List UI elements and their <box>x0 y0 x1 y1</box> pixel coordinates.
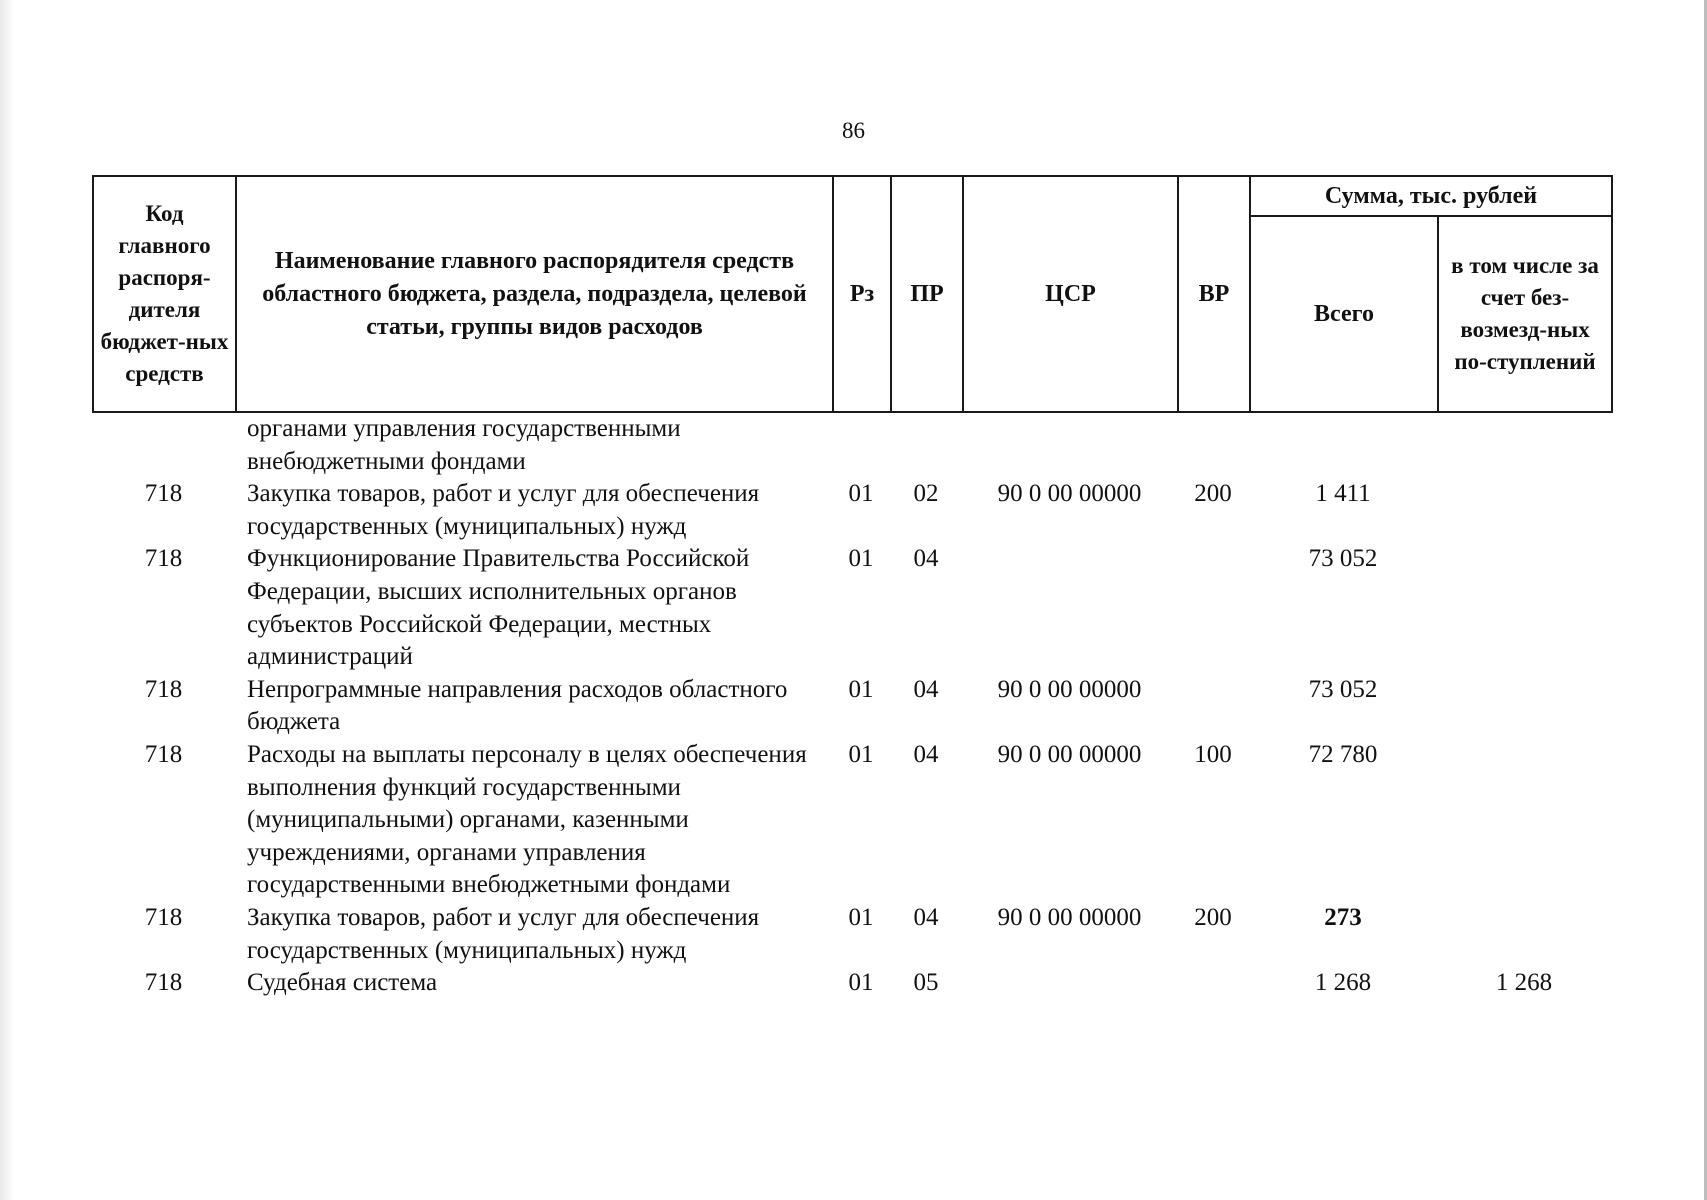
cell-code: 718 <box>144 969 183 997</box>
table-row <box>92 902 1611 967</box>
cell-vr: 200 <box>1194 903 1232 931</box>
header-rz <box>833 176 891 412</box>
cell-code: 718 <box>144 545 183 573</box>
cell-rz: 01 <box>848 903 874 931</box>
table-row <box>92 967 1611 1000</box>
cell-name: Функционирование Правительства Российской Федерации, высших исполнительных органов субъектов Российской Федерации, местных администраций <box>247 545 750 671</box>
cell-total: 1 411 <box>1315 480 1371 508</box>
cell-rz: 01 <box>848 740 874 768</box>
header-name-label: Наименование главного распорядителя средств областного бюджета, раздела, подраздела, целевой статьи, группы видов расходов <box>262 247 807 340</box>
cell-name: Закупка товаров, работ и услуг для обеспечения государственных (муниципальных) нужд <box>247 903 760 964</box>
header-vr-label: ВР <box>1198 280 1230 307</box>
cell-code: 718 <box>144 740 183 768</box>
cell-vr: 100 <box>1194 740 1232 768</box>
cell-csr: 90 0 00 00000 <box>997 740 1142 768</box>
cell-pr: 05 <box>913 969 939 997</box>
cell-code: 718 <box>144 480 183 508</box>
table-row <box>92 543 1611 673</box>
header-incl <box>1438 216 1612 412</box>
header-code-label: Код главного распоря-дителя бюджет-ных средств <box>100 201 229 386</box>
table-header <box>92 175 1613 413</box>
cell-total: 73 052 <box>1308 545 1378 573</box>
cell-total: 1 268 <box>1314 969 1372 997</box>
header-pr <box>891 176 963 412</box>
header-vr <box>1178 176 1250 412</box>
cell-code: 718 <box>144 675 183 703</box>
table-body <box>92 413 1611 1000</box>
header-rz-label: Рз <box>849 280 875 307</box>
cell-name: органами управления государственными внебюджетными фондами <box>247 415 681 475</box>
cell-total: 273 <box>1324 903 1362 931</box>
cell-rz: 01 <box>848 675 874 703</box>
cell-csr: 90 0 00 00000 <box>997 675 1142 703</box>
cell-name: Судебная система <box>247 969 438 997</box>
cell-incl: 1 268 <box>1495 969 1553 997</box>
cell-csr: 90 0 00 00000 <box>997 903 1142 931</box>
header-total-label: Всего <box>1314 300 1374 327</box>
cell-pr: 04 <box>913 903 939 931</box>
cell-name: Закупка товаров, работ и услуг для обеспечения государственных (муниципальных) нужд <box>247 480 760 540</box>
table-row <box>92 478 1611 543</box>
cell-name: Непрограммные направления расходов областного бюджета <box>247 675 788 736</box>
header-incl-label: в том числе за счет без-возмезд-ных по-ступлений <box>1451 253 1599 374</box>
table-row <box>92 739 1611 902</box>
page-number: 86 <box>842 118 865 143</box>
cell-pr: 04 <box>913 740 939 768</box>
cell-pr: 04 <box>913 545 939 573</box>
header-pr-label: ПР <box>910 280 944 307</box>
cell-pr: 04 <box>913 675 939 703</box>
header-sum-group <box>1250 176 1612 216</box>
table-row <box>92 674 1611 739</box>
cell-rz: 01 <box>848 480 874 508</box>
cell-total: 72 780 <box>1308 740 1378 768</box>
cell-total: 73 052 <box>1308 675 1378 703</box>
header-total <box>1250 216 1438 412</box>
header-code <box>93 176 236 412</box>
header-name <box>236 176 833 412</box>
cell-rz: 01 <box>848 545 874 573</box>
header-csr <box>963 176 1178 412</box>
scan-edge-left <box>0 0 14 1200</box>
cell-pr: 02 <box>913 480 939 508</box>
cell-vr: 200 <box>1194 480 1232 508</box>
cell-csr: 90 0 00 00000 <box>997 480 1142 508</box>
cell-rz: 01 <box>848 969 874 997</box>
cell-name: Расходы на выплаты персоналу в целях обеспечения выполнения функций государственными (муниципальными) органами, казенными учреждениями, органами управления государственными внебюджетными фондами <box>247 740 807 899</box>
cell-code: 718 <box>144 903 183 931</box>
header-sum-group-label: Сумма, тыс. рублей <box>1324 182 1538 209</box>
header-csr-label: ЦСР <box>1045 280 1096 307</box>
table-row <box>92 413 1611 478</box>
